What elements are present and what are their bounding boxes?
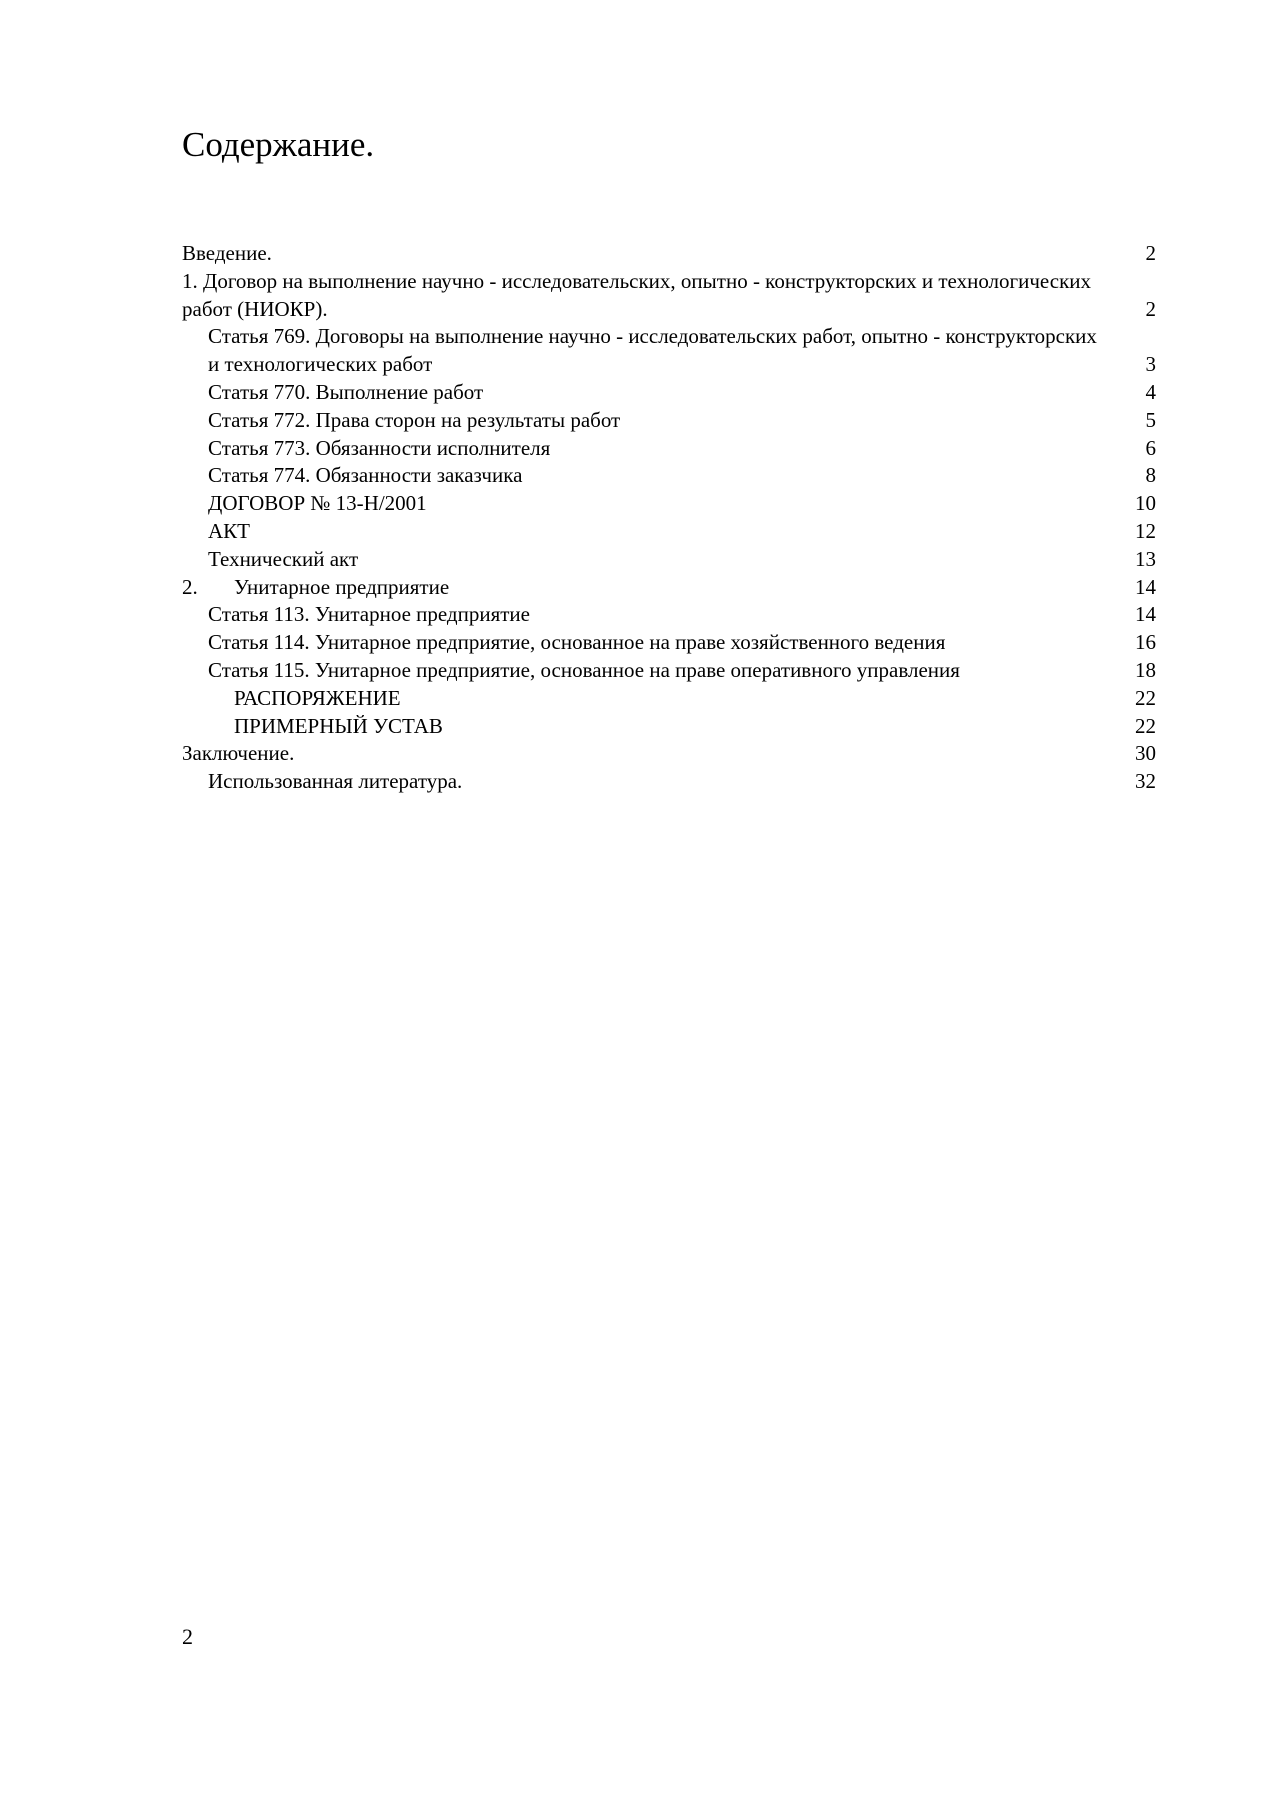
toc-entry[interactable] xyxy=(182,740,1156,768)
page-number: 2 xyxy=(182,1624,193,1649)
toc-entry[interactable] xyxy=(182,546,1156,574)
toc-entry-page: 2 xyxy=(1145,241,1156,265)
toc-entry[interactable] xyxy=(182,435,1156,463)
toc-entry[interactable] xyxy=(182,407,1156,435)
toc-entry-page: 14 xyxy=(1135,602,1156,627)
toc-entry-text xyxy=(208,518,1128,546)
toc-entry-text xyxy=(182,574,1128,602)
toc-entry-label: Технический акт xyxy=(208,546,359,571)
toc-entry-page: 3 xyxy=(1145,352,1156,377)
toc-entry[interactable] xyxy=(182,462,1156,490)
toc-entry-text xyxy=(182,268,1128,324)
toc-entry-page: 13 xyxy=(1135,546,1156,571)
toc-entry[interactable] xyxy=(182,518,1156,546)
toc-entry-page: 8 xyxy=(1145,463,1156,488)
toc-entry-page: 12 xyxy=(1135,518,1156,543)
toc-entry-text xyxy=(208,435,1128,463)
toc-entry-label: Статья 769. Договоры на выполнение научно - исследовательских работ, опытно - конструкторских и технологических работ xyxy=(208,324,1097,377)
toc-entry-text xyxy=(208,629,1128,657)
toc-entry[interactable] xyxy=(182,574,1156,602)
toc-entry-page: 30 xyxy=(1135,741,1156,766)
toc-entry-label: Статья 773. Обязанности исполнителя xyxy=(208,435,551,460)
toc-entry-number: 2. xyxy=(182,574,198,599)
toc-entry-label: АКТ xyxy=(208,518,250,543)
toc-entry-label: РАСПОРЯЖЕНИЕ xyxy=(234,685,401,710)
toc-entry-label: Унитарное предприятие xyxy=(234,574,450,599)
toc-entry[interactable] xyxy=(182,268,1156,324)
toc-entry[interactable] xyxy=(182,490,1156,518)
toc-entry-page: 10 xyxy=(1135,491,1156,516)
toc-entry-text xyxy=(234,713,1128,741)
toc-entry-label: Статья 774. Обязанности заказчика xyxy=(208,463,523,488)
toc-entry-page: 18 xyxy=(1135,657,1156,682)
toc-entry-text xyxy=(234,685,1128,713)
toc-entry-page: 2 xyxy=(1145,296,1156,321)
toc-entry-label: Статья 113. Унитарное предприятие xyxy=(208,602,530,627)
toc-entry-text xyxy=(208,379,1128,407)
toc-entry-label: Заключение. xyxy=(182,741,295,766)
toc-entry[interactable] xyxy=(182,629,1156,657)
toc-entry-page: 22 xyxy=(1135,713,1156,738)
toc-entry-text xyxy=(208,546,1128,574)
toc-entry-text xyxy=(208,490,1128,518)
toc-entry[interactable] xyxy=(182,240,1156,268)
table-of-contents xyxy=(182,240,1156,796)
toc-entry-page: 16 xyxy=(1135,630,1156,655)
toc-entry-page: 4 xyxy=(1145,379,1156,404)
toc-entry-label: Использованная литература. xyxy=(208,769,463,794)
toc-entry-label: Статья 770. Выполнение работ xyxy=(208,379,484,404)
toc-entry[interactable] xyxy=(182,685,1156,713)
toc-entry-label: Введение. xyxy=(182,241,272,265)
toc-entry[interactable] xyxy=(182,601,1156,629)
toc-entry-page: 22 xyxy=(1135,685,1156,710)
toc-entry-label: Статья 772. Права сторон на результаты работ xyxy=(208,407,621,432)
toc-entry[interactable] xyxy=(182,657,1156,685)
toc-entry-text xyxy=(208,462,1128,490)
toc-entry-text xyxy=(182,240,1128,268)
toc-entry-label: ДОГОВОР № 13-Н/2001 xyxy=(208,491,427,516)
toc-entry-text xyxy=(208,601,1128,629)
toc-entry-label: Статья 114. Унитарное предприятие, основанное на праве хозяйственного ведения xyxy=(208,630,946,655)
toc-entry-text xyxy=(208,323,1128,379)
toc-entry-text xyxy=(208,657,1128,685)
toc-entry-label: ПРИМЕРНЫЙ УСТАВ xyxy=(234,713,443,738)
toc-entry[interactable] xyxy=(182,379,1156,407)
page-title: Содержание. xyxy=(182,125,375,164)
toc-entry-text xyxy=(208,768,1128,796)
toc-entry[interactable] xyxy=(182,713,1156,741)
toc-entry-text xyxy=(182,740,1128,768)
toc-entry-page: 5 xyxy=(1145,407,1156,432)
toc-entry-label: Статья 115. Унитарное предприятие, основанное на праве оперативного управления xyxy=(208,657,960,682)
toc-entry-label: 1. Договор на выполнение научно - исследовательских, опытно - конструкторских и технологических работ (НИОКР). xyxy=(182,268,1092,321)
toc-entry[interactable] xyxy=(182,323,1156,379)
toc-entry-text xyxy=(208,407,1128,435)
toc-entry-page: 6 xyxy=(1145,435,1156,460)
toc-entry[interactable] xyxy=(182,768,1156,796)
toc-entry-page: 14 xyxy=(1135,574,1156,599)
toc-entry-page: 32 xyxy=(1135,769,1156,794)
